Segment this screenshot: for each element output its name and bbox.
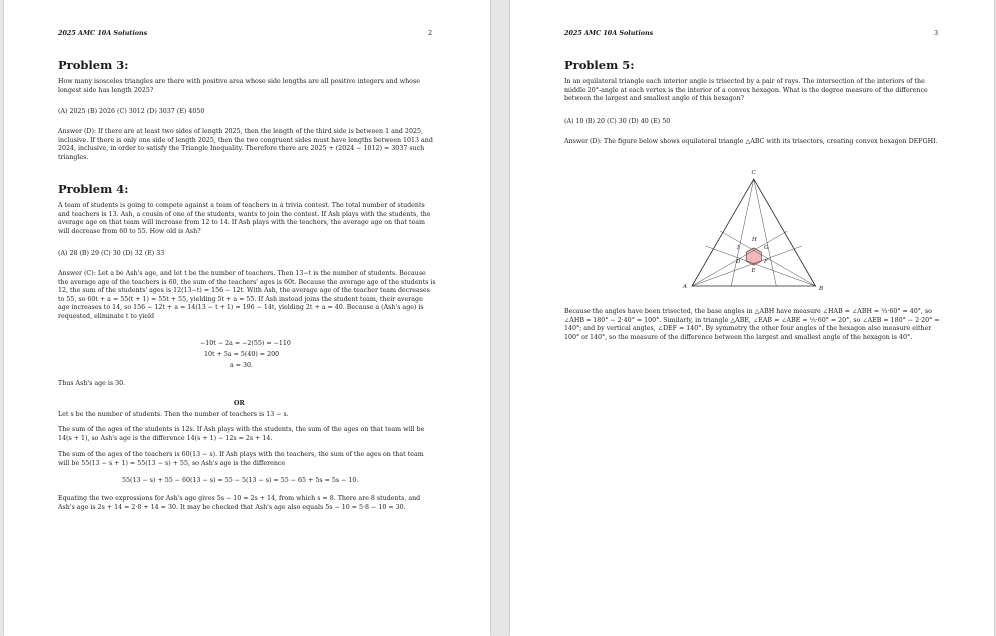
- label-c: C: [751, 170, 756, 176]
- alt-equation: 55(13 − s) + 55 − 60(13 − s) = 55 − 5(13 − s) = 55 − 65 + 5s = 5s − 10.: [122, 477, 359, 484]
- problem-5-statement: In an equilateral triangle each interior angle is trisected by a pair of rays. The intersection of the interiors of the middle 20°-angle at each vertex is the interior of a convex hexagon. What is the degree measure of the difference between the largest and smallest angle of this hexagon?: [564, 78, 928, 103]
- page-3: [510, 0, 994, 636]
- problem-5-answer: Answer (D): The figure below shows equilateral triangle △ABC with its trisectors, creating convex hexagon DEFGHI.: [564, 138, 938, 145]
- equation-1: −10t − 2a = −2(55) = −110: [200, 340, 291, 347]
- label-d: D: [736, 259, 741, 265]
- problem-5-explanation: Because the angles have been trisected, the base angles in △ABH have measure ∠HAB = ∠ABH = ⅔·60° = 40°, so ∠AHB = 180° − 2·40° = 100°. Similarly, in triangle △ABE, ∠EAB = ∠ABE = ⅓·60° = 20°, so ∠AEB = 180° − 2·20° = 140°; and by vertical angles, ∠DEF = 140°. By symmetry the other four angles of the hexagon also measure either 100° or 140°, so the measure of the difference between the largest and smallest angle of the hexagon is 40°.: [564, 308, 940, 341]
- problem-4-answer: Answer (C): Let a be Ash's age, and let t be the number of teachers. Then 13−t is the number of students. Because the average age of the teachers is 60, the sum of the teachers' ages is 60t. Because the average age of the students is 12, the sum of the students' ages is 12(13−t) = 156 − 12t. With Ash, the average age of the teacher team decreases to 55, so 60t + a = 55(t + 1) = 55t + 55, yielding 5t + a = 55. If Ash instead joins the student team, their average age increases to 14, so 156 − 12t + a = 14(13 − t + 1) = 196 − 14t, yielding 2t + a = 40. Because a (Ash's age) is requested, eliminate t to yield: [58, 270, 436, 320]
- running-header: 2025 AMC 10A Solutions: [564, 29, 654, 37]
- equation-3: a = 30.: [230, 362, 254, 369]
- alt-solution-students: The sum of the ages of the students is 12s. If Ash plays with the students, the sum of the ages on that team will be 14(s + 1), so Ash's age is the difference 14(s + 1) − 12s = 2s + 14.: [58, 426, 425, 442]
- problem-3-choices: (A) 2025 (B) 2026 (C) 3012 (D) 3037 (E) 4050: [58, 108, 205, 115]
- problem-3-answer: Answer (D): If there are at least two sides of length 2025, then the length of the third side is between 1 and 2025, inclusive. If there is only one side of length 2025, then the two congruent sides must have lengths between 1013 and 2024, inclusive, in order to satisfy the Triangle Inequality. Therefore there are 2025 + (2024 − 1012) = 3037 such triangles.: [58, 128, 433, 161]
- problem-5-choices: (A) 10 (B) 20 (C) 30 (D) 40 (E) 50: [564, 118, 671, 125]
- trisector-diagram: [682, 168, 832, 292]
- problem-3-title: Problem 3:: [58, 58, 129, 72]
- alt-solution-intro: Let s be the number of students. Then the number of teachers is 13 − s.: [58, 411, 289, 418]
- alt-solution-teachers: The sum of the ages of the teachers is 60(13 − s). If Ash plays with the teachers, the sum of the ages on that team will be 55(13 − s + 1) = 55(13 − s) + 55, so Ash's age is the difference: [58, 451, 424, 467]
- label-f: F: [764, 259, 768, 265]
- equation-2: 10t + 5a = 5(40) = 200: [204, 351, 280, 358]
- problem-4-conclusion: Thus Ash's age is 30.: [58, 380, 126, 387]
- label-i: I: [737, 245, 740, 251]
- problem-4-title: Problem 4:: [58, 182, 129, 196]
- problem-3-statement: How many isosceles triangles are there with positive area whose side lengths are all positive integers and whose longest side has length 2025?: [58, 78, 420, 94]
- label-a: A: [683, 284, 687, 290]
- label-g: G: [764, 245, 769, 251]
- problem-4-choices: (A) 28 (B) 29 (C) 30 (D) 32 (E) 33: [58, 250, 165, 257]
- label-b: B: [819, 286, 824, 292]
- problem-4-statement: A team of students is going to compete against a team of teachers in a trivia contest. The total number of students and teachers is 13. Ash, a cousin of one of the students, wants to join the contest. If Ash plays with the students, the average age on that team will increase from 12 to 14. If Ash plays with the teachers, the average age on that team will decrease from 60 to 55. How old is Ash?: [58, 202, 431, 235]
- page-number: 2: [428, 29, 433, 37]
- problem-5-title: Problem 5:: [564, 58, 635, 72]
- or-separator: OR: [234, 400, 245, 407]
- page-2: [4, 0, 490, 636]
- label-h: H: [752, 237, 757, 243]
- alt-solution-conclusion: Equating the two expressions for Ash's age gives 5s − 10 = 2s + 14, from which s = 8. There are 8 students, and Ash's age is 2s + 14 = 2·8 + 14 = 30. It may be checked that Ash's age also equals 5s − 10 = 5·8 − 10 = 30.: [58, 495, 421, 511]
- running-header: 2025 AMC 10A Solutions: [58, 29, 148, 37]
- page-number: 3: [934, 29, 939, 37]
- label-e: E: [751, 268, 756, 274]
